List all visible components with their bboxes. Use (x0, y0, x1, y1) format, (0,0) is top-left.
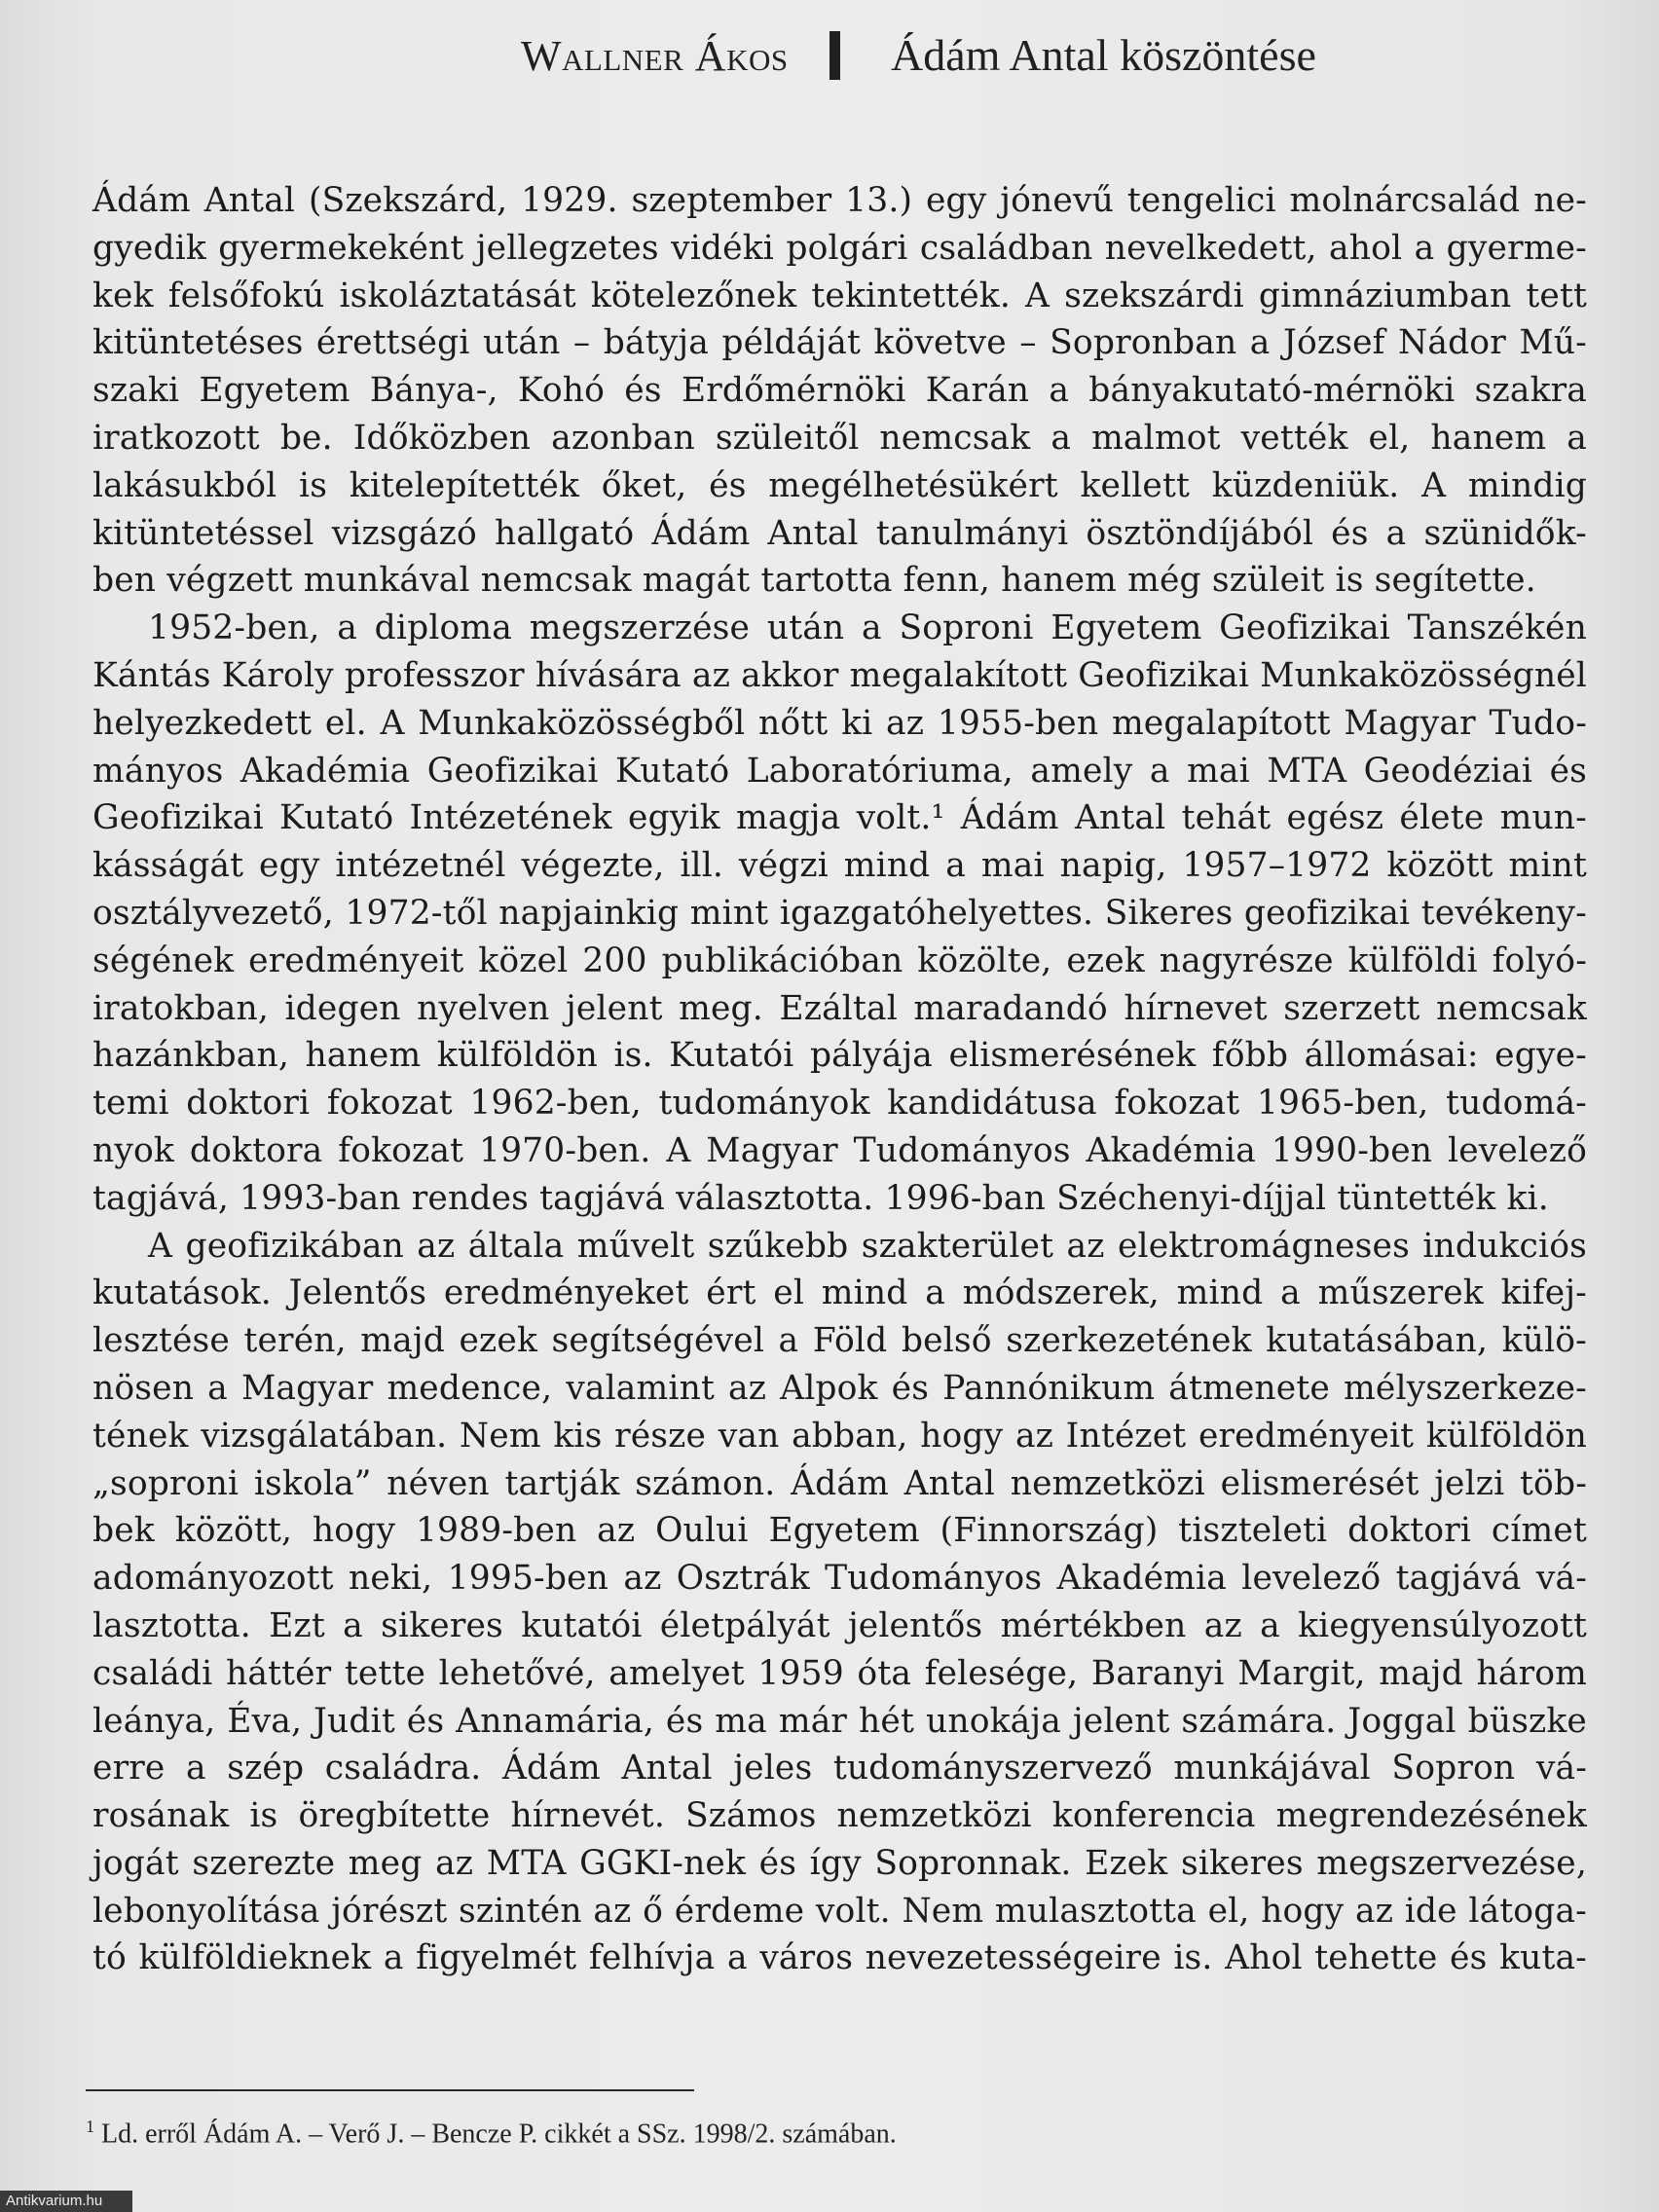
text-line: nösen a Magyar medence, valamint az Alpok és Pannónikum átmenete mélyszerkeze- (92, 1368, 1587, 1408)
text-line: helyezkedett el. A Munkaközösségből nőtt ki az 1955-ben megalapított Magyar Tudo- (92, 703, 1587, 743)
text-line: Ádám Antal (Szekszárd, 1929. szeptember 13.) egy jónevű tengelici molnárcsalád ne- (92, 181, 1587, 220)
running-header (0, 21, 1659, 90)
text-line: nyok doktora fokozat 1970-ben. A Magyar Tudományos Akadémia 1990-ben levelező (92, 1130, 1587, 1170)
body-text (92, 177, 1587, 1982)
text-line: jogát szerezte meg az MTA GGKI-nek és így Sopronnak. Ezek sikeres megszervezése, (92, 1843, 1587, 1883)
text-line: ségének eredményeit közel 200 publikációban közölte, ezek nagyrésze külföldi folyó- (92, 940, 1587, 980)
text-line: adományozott neki, 1995-ben az Osztrák Tudományos Akadémia levelező tagjává vá- (92, 1559, 1587, 1599)
footnote-text: Ld. erről Ádám A. – Verő J. – Bencze P. cikkét a SSz. 1998/2. számában. (101, 2119, 897, 2150)
text-line: kitüntetéssel vizsgázó hallgató Ádám Antal tanulmányi ösztöndíjából és a szünidők- (92, 513, 1587, 553)
text-line: leánya, Éva, Judit és Annamária, és ma már hét unokája jelent számára. Joggal büszke (92, 1701, 1587, 1741)
text-line: mányos Akadémia Geofizikai Kutató Laboratóriuma, amely a mai MTA Geodéziai és (92, 751, 1587, 791)
header-title: Ádám Antal köszöntése (891, 30, 1316, 80)
footnote (86, 2117, 897, 2150)
text-line: temi doktori fokozat 1962-ben, tudományok kandidátusa fokozat 1965-ben, tudomá- (92, 1084, 1587, 1124)
text-line: szaki Egyetem Bánya-, Kohó és Erdőmérnöki Karán a bányakutató-mérnöki szakra (92, 371, 1587, 411)
text-line: kitüntetéses érettségi után – bátyja példáját követve – Sopronban a József Nádor Mű- (92, 323, 1587, 363)
text-line: bek között, hogy 1989-ben az Oului Egyetem (Finnország) tiszteleti doktori címet (92, 1511, 1587, 1551)
text-line: A geofizikában az általa művelt szűkebb szakterület az elektromágneses indukciós (148, 1226, 1587, 1266)
text-line: lesztése terén, majd ezek segítségével a Föld belső szerkezetének kutatásában, külö- (92, 1321, 1587, 1361)
text-line: kek felsőfokú iskoláztatását kötelezőnek tekintették. A szekszárdi gimnáziumban tett (92, 276, 1587, 315)
text-line: lasztotta. Ezt a sikeres kutatói életpályát jelentős mértékben az a kiegyensúlyozott (92, 1605, 1587, 1645)
watermark: Antikvarium.hu (0, 2191, 132, 2212)
text-line: tagjává, 1993-ban rendes tagjává választotta. 1996-ban Széchenyi-díjjal tüntették ki. (92, 1178, 1549, 1218)
text-line: Geofizikai Kutató Intézetének egyik magja volt.¹ Ádám Antal tehát egész élete mun- (92, 798, 1587, 838)
text-line: Kántás Károly professzor hívására az akkor megalakított Geofizikai Munkaközösségnél (92, 655, 1587, 695)
text-line: családi háttér tette lehetővé, amelyet 1959 óta felesége, Baranyi Margit, majd három (92, 1653, 1587, 1693)
footnote-marker: 1 (86, 2117, 94, 2136)
text-line: ben végzett munkával nemcsak magát tartotta fenn, hanem még szüleit is segítette. (92, 561, 1536, 601)
text-line: rosának is öregbítette hírnevét. Számos nemzetközi konferencia megrendezésének (92, 1796, 1587, 1836)
text-line: tó külföldieknek a figyelmét felhívja a város nevezetességeire is. Ahol tehette és kuta- (92, 1938, 1587, 1978)
text-line: iratokban, idegen nyelven jelent meg. Ezáltal maradandó hírnevet szerzett nemcsak (92, 988, 1587, 1028)
text-line: tének vizsgálatában. Nem kis része van abban, hogy az Intézet eredményeit külföldön (92, 1416, 1587, 1456)
header-separator (830, 31, 840, 80)
header-author: Wallner Ákos (521, 32, 789, 80)
text-line: osztályvezető, 1972-től napjainkig mint igazgatóhelyettes. Sikeres geofizikai tevékeny- (92, 893, 1587, 933)
text-line: gyedik gyermekeként jellegzetes vidéki polgári családban nevelkedett, ahol a gyerme- (92, 228, 1587, 268)
footnote-rule (86, 2089, 694, 2091)
text-line: iratkozott be. Időközben azonban szüleitől nemcsak a malmot vették el, hanem a (92, 418, 1587, 458)
text-line: kutatások. Jelentős eredményeket ért el mind a módszerek, mind a műszerek kifej- (92, 1273, 1587, 1313)
text-line: kásságát egy intézetnél végezte, ill. végzi mind a mai napig, 1957–1972 között mint (92, 846, 1587, 886)
text-line: lebonyolítása jórészt szintén az ő érdeme volt. Nem mulasztotta el, hogy az ide látoga- (92, 1891, 1587, 1931)
text-line: 1952-ben, a diploma megszerzése után a Soproni Egyetem Geofizikai Tanszékén (148, 608, 1587, 648)
text-line: erre a szép családra. Ádám Antal jeles tudományszervező munkájával Sopron vá- (92, 1749, 1587, 1788)
text-line: „soproni iskola” néven tartják számon. Ádám Antal nemzetközi elismerését jelzi töb- (92, 1463, 1587, 1503)
text-line: lakásukból is kitelepítették őket, és megélhetésükért kellett küzdeniük. A mindig (92, 465, 1587, 505)
text-line: hazánkban, hanem külföldön is. Kutatói pályája elismerésének főbb állomásai: egye- (92, 1036, 1587, 1076)
